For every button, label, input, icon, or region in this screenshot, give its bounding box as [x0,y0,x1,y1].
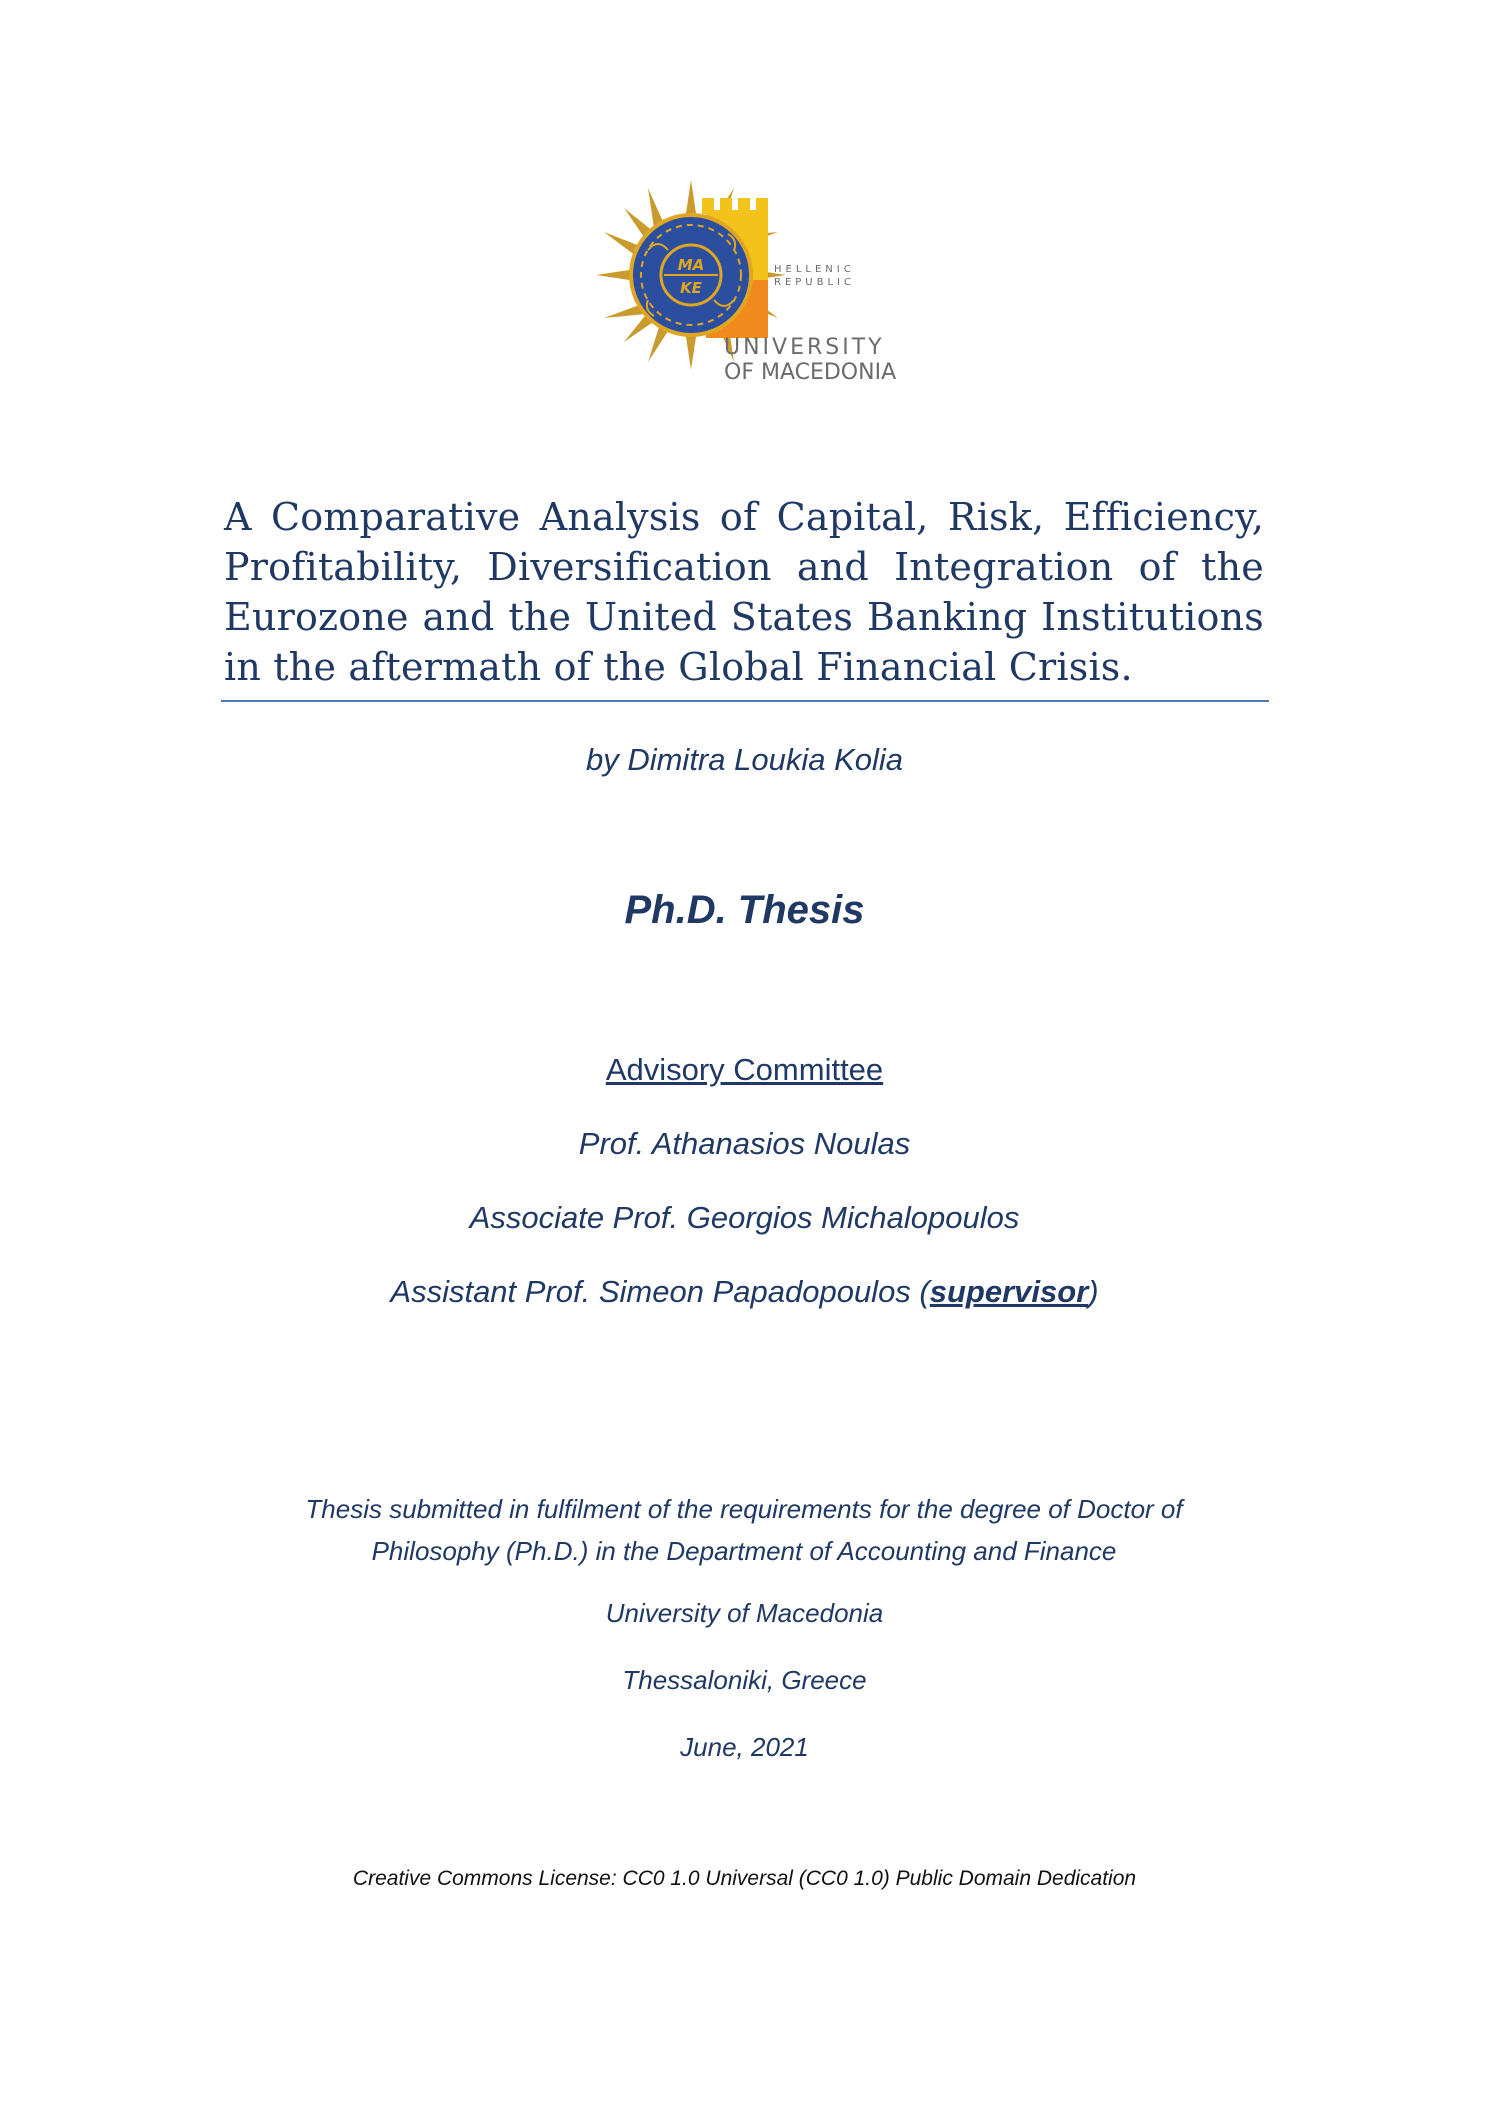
submission-date: June, 2021 [680,1732,809,1762]
degree-heading: Ph.D. Thesis [624,888,865,932]
submission-line-1: Thesis submitted in fulfilment of the requirements for the degree of Doctor of [305,1494,1183,1524]
of-macedonia-label: OF MACEDONIA [724,360,896,385]
submission-line-2: Philosophy (Ph.D.) in the Department of Accounting and Finance [371,1536,1117,1566]
university-logo [596,180,896,395]
committee-member-1: Prof. Athanasios Noulas [578,1126,911,1161]
committee-member-3 [0,1274,1489,1310]
svg-text:ΚΕ: ΚΕ [680,279,702,297]
committee-member-2: Associate Prof. Georgios Michalopoulos [469,1200,1020,1235]
hellenic-label: HELLENIC [774,264,855,275]
license-notice: Creative Commons License: CC0 1.0 Universal (CC0 1.0) Public Domain Dedication [352,1867,1137,1890]
submission-statement [244,1488,1244,1572]
institution-name: University of Macedonia [605,1598,884,1628]
supervisor-paren-close: ) [1088,1274,1099,1309]
university-seal-icon [631,215,751,335]
location-line: Thessaloniki, Greece [622,1665,867,1695]
committee-member-3-name: Assistant Prof. Simeon Papadopoulos [390,1274,911,1309]
author-line: by Dimitra Loukia Kolia [585,742,904,777]
supervisor-label: supervisor [929,1274,1089,1309]
advisory-committee-heading: Advisory Committee [605,1052,884,1087]
supervisor-paren-open: ( [910,1274,930,1309]
republic-label: REPUBLIC [774,277,855,288]
university-label: UNIVERSITY [724,335,885,360]
svg-text:ΜΑ: ΜΑ [677,256,705,274]
thesis-title: A Comparative Analysis of Capital, Risk, Efficiency, Profitability, Diversification and Integration of the Eurozone and the United States Banking Institutions in the aftermath of the Global Financial Crisis. [224,495,1264,689]
title-divider [221,700,1269,702]
